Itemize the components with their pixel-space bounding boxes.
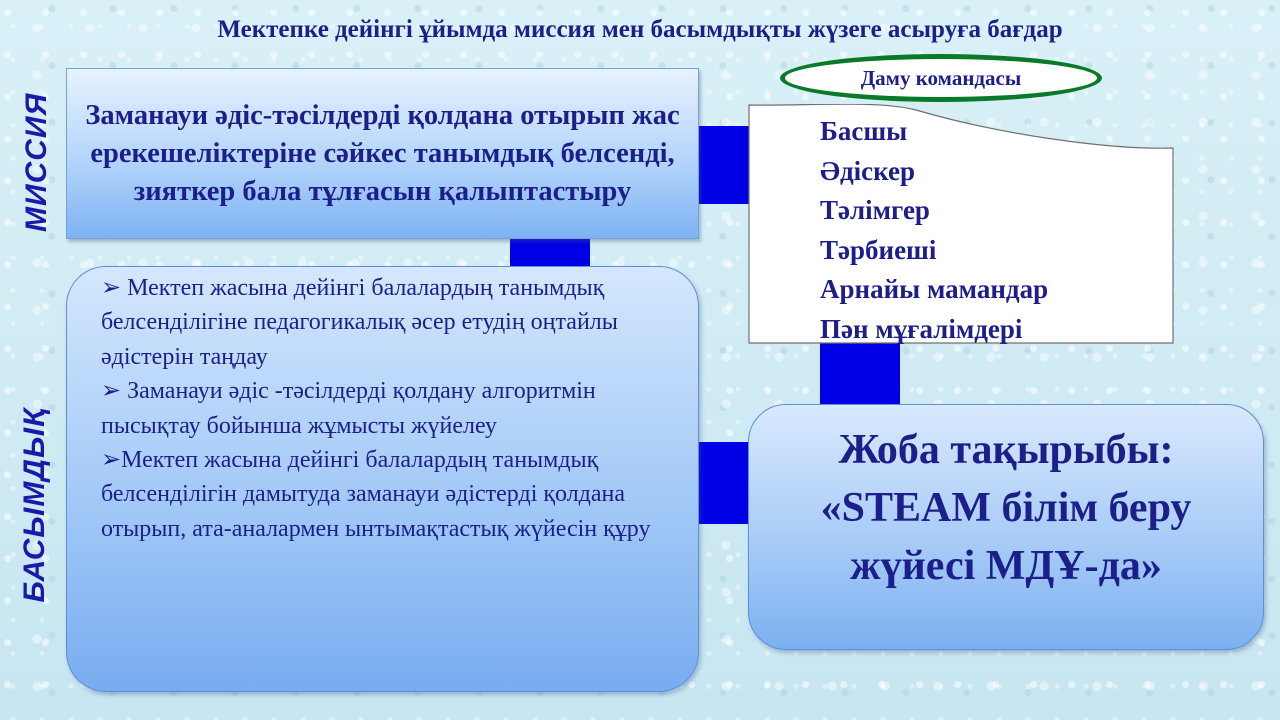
team-member: Әдіскер <box>820 155 915 186</box>
priority-item-3: ➢Мектеп жасына дейінгі балалардың танымдық белсенділігін дамытуда заманауи әдістерді қолдана отырып, ата-аналармен ынтымақтастық жүйесін құру <box>101 447 651 542</box>
team-member: Тәлімгер <box>820 195 930 225</box>
project-text: Жоба тақырыбы: «STEAM білім беру жүйесі МДҰ-да» <box>820 427 1192 589</box>
team-member: Арнайы мамандар <box>820 274 1049 304</box>
connector-priority-project <box>698 442 750 524</box>
connector-mission-team <box>698 126 750 204</box>
priority-side-label: БАСЫМДЫҚ <box>18 407 51 603</box>
team-member: Тәрбиеші <box>820 234 937 265</box>
priority-item-2: ➢ Заманауи әдіс -тәсілдерді қолдану алгоритмін пысықтау бойынша жұмысты жүйелеу <box>101 378 596 439</box>
mission-box <box>66 68 699 239</box>
mission-side-label: МИССИЯ <box>20 92 53 232</box>
team-title-oval <box>780 54 1102 102</box>
team-member: Басшы <box>820 116 908 146</box>
team-member: Пән мұғалімдері <box>820 313 1023 344</box>
connector-mission-priority <box>510 236 590 268</box>
priority-list <box>101 271 691 546</box>
priority-box <box>66 266 699 692</box>
connector-team-project <box>820 342 900 406</box>
team-title: Даму командасы <box>860 65 1022 90</box>
slide-title: Мектепке дейінгі ұйымда миссия мен басымдықты жүзеге асыруға бағдар <box>217 16 1063 43</box>
project-box <box>748 404 1264 650</box>
priority-item-1: ➢ Мектеп жасына дейінгі балалардың танымдық белсенділігіне педагогикалық әсер етудің оңтайлы әдістерін таңдау <box>101 275 618 370</box>
team-members-list <box>820 112 1048 349</box>
mission-text: Заманауи әдіс-тәсілдерді қолдана отырып жас ерекешеліктеріне сәйкес танымдық белсенді, зияткер бала тұлғасын қалыптастыру <box>85 99 680 207</box>
